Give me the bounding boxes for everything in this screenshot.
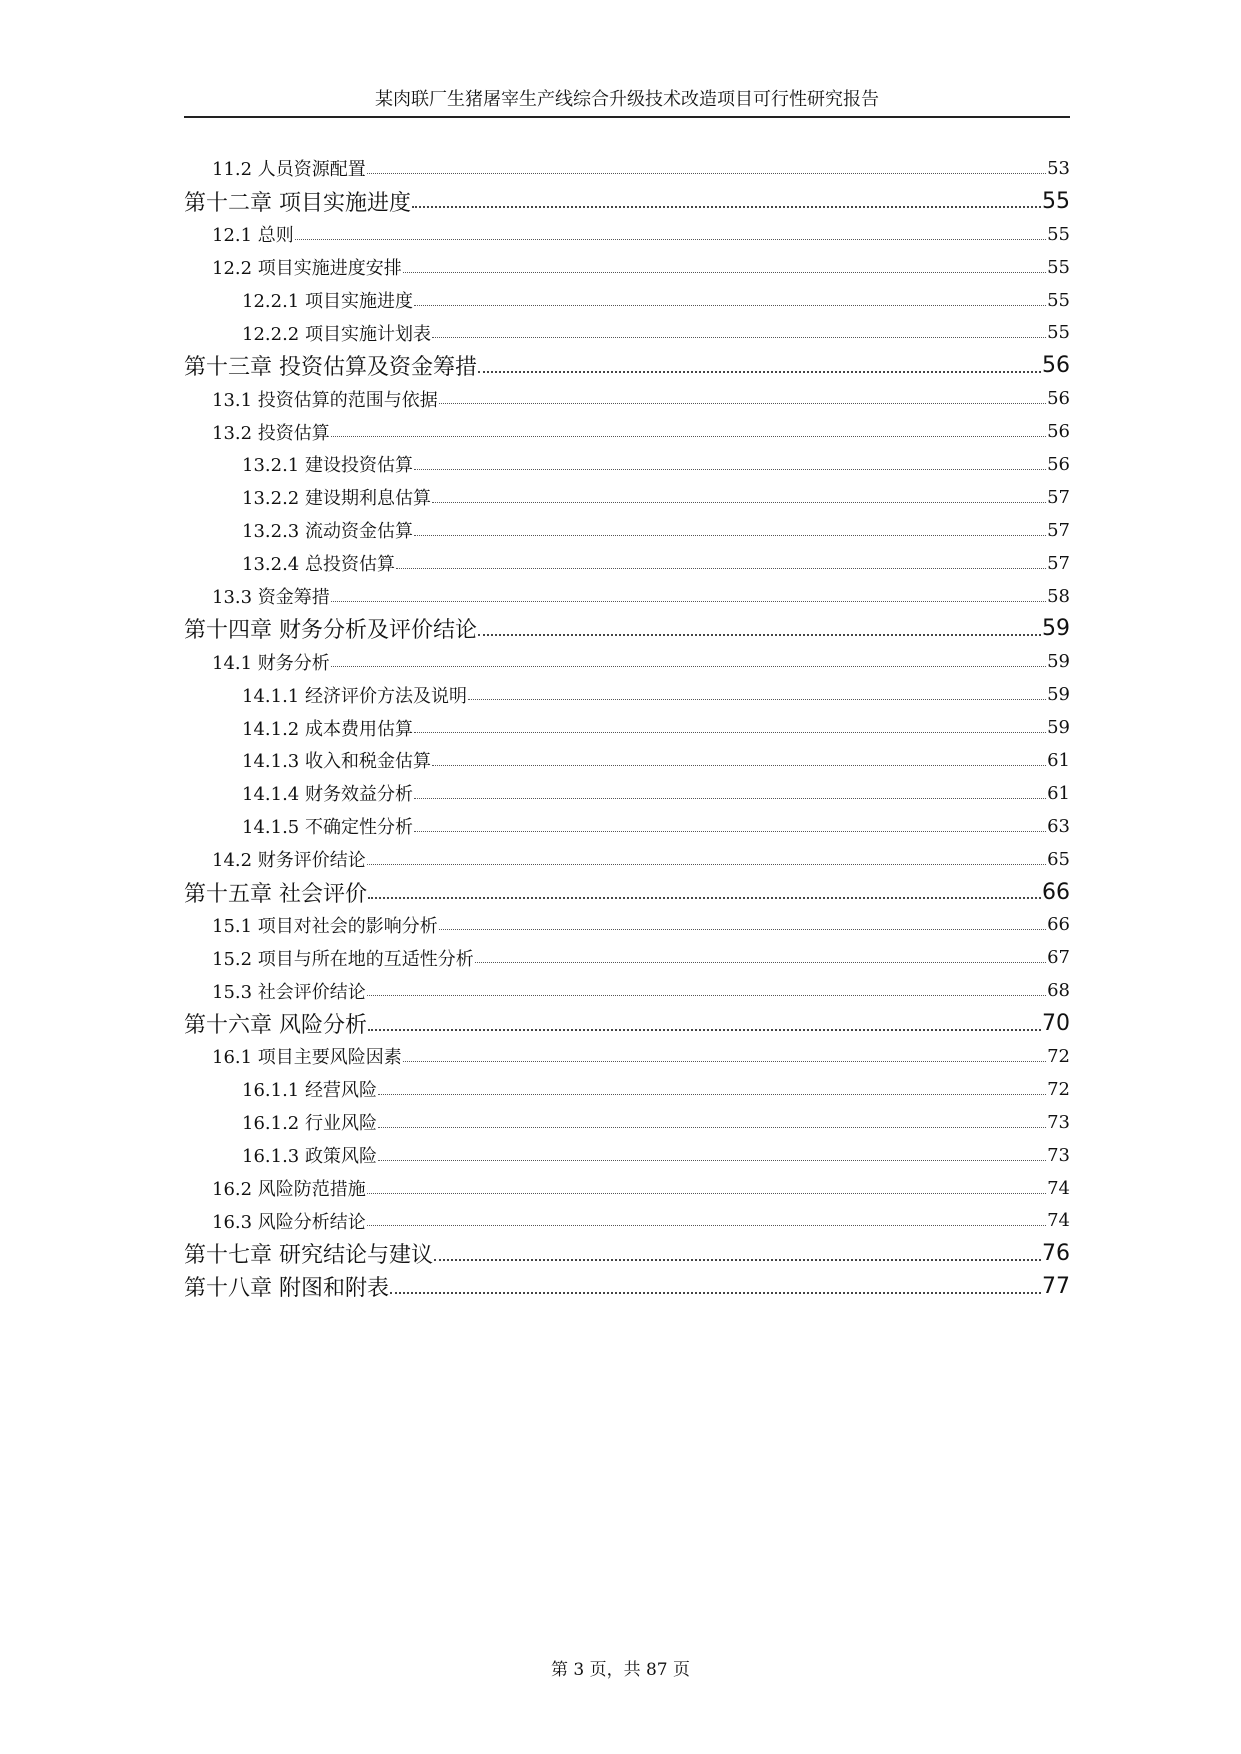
toc-entry-title: 13.2.4 总投资估算 xyxy=(242,554,395,576)
toc-dot-leader xyxy=(434,1259,1041,1261)
toc-page-number: 55 xyxy=(1047,289,1070,311)
toc-dot-leader xyxy=(414,831,1046,832)
page-number-label: 第 3 页，共 87 页 xyxy=(550,1660,691,1680)
toc-entry-title: 16.1 项目主要风险因素 xyxy=(212,1047,402,1069)
toc-entry-title: 16.1.2 行业风险 xyxy=(242,1113,377,1135)
toc-page-number: 63 xyxy=(1047,815,1070,837)
toc-page-number: 61 xyxy=(1047,749,1070,771)
toc-entry[interactable] xyxy=(184,580,1070,613)
toc-page-number: 55 xyxy=(1047,223,1070,245)
toc-dot-leader xyxy=(331,436,1046,437)
toc-dot-leader xyxy=(331,601,1046,602)
toc-page-number: 74 xyxy=(1047,1210,1070,1232)
toc-entry-title: 16.3 风险分析结论 xyxy=(212,1211,366,1233)
toc-entry-title: 14.1 财务分析 xyxy=(212,652,330,674)
toc-entry-title: 16.1.1 经营风险 xyxy=(242,1080,377,1102)
toc-entry-title: 第十二章 项目实施进度 xyxy=(184,190,411,216)
toc-entry[interactable] xyxy=(184,349,1070,382)
toc-entry[interactable] xyxy=(184,1040,1070,1073)
toc-entry-title: 12.2 项目实施进度安排 xyxy=(212,258,402,280)
toc-page-number: 56 xyxy=(1042,353,1070,379)
toc-entry[interactable] xyxy=(184,547,1070,580)
toc-page-number: 55 xyxy=(1047,322,1070,344)
toc-entry[interactable] xyxy=(184,185,1070,218)
toc-page-number: 74 xyxy=(1047,1177,1070,1199)
toc-entry[interactable] xyxy=(184,514,1070,547)
toc-page-number: 56 xyxy=(1047,421,1070,443)
toc-entry[interactable] xyxy=(184,382,1070,415)
toc-page-number: 59 xyxy=(1047,717,1070,739)
toc-entry-title: 11.2 人员资源配置 xyxy=(212,159,366,181)
toc-dot-leader xyxy=(367,864,1046,865)
toc-dot-leader xyxy=(368,1029,1041,1031)
toc-entry[interactable] xyxy=(184,1073,1070,1106)
toc-entry-title: 12.2.1 项目实施进度 xyxy=(242,291,413,312)
toc-entry[interactable] xyxy=(184,612,1070,645)
toc-dot-leader xyxy=(478,634,1041,636)
toc-dot-leader xyxy=(378,1127,1046,1128)
toc-page-number: 68 xyxy=(1047,980,1070,1002)
toc-entry-title: 13.2 投资估算 xyxy=(212,422,330,444)
toc-entry[interactable] xyxy=(184,678,1070,711)
toc-dot-leader xyxy=(367,995,1046,996)
toc-page-number: 56 xyxy=(1047,453,1070,475)
toc-entry-title: 14.1.1 经济评价方法及说明 xyxy=(242,685,467,707)
toc-page-number: 67 xyxy=(1047,947,1070,969)
toc-page-number: 76 xyxy=(1042,1241,1070,1267)
toc-entry[interactable] xyxy=(184,810,1070,843)
toc-entry-title: 14.1.3 收入和税金估算 xyxy=(242,751,431,773)
toc-dot-leader xyxy=(414,798,1046,799)
toc-page-number: 56 xyxy=(1047,388,1070,410)
toc-entry[interactable] xyxy=(184,777,1070,810)
toc-dot-leader xyxy=(478,371,1041,373)
toc-page-number: 55 xyxy=(1042,188,1070,214)
toc-page-number: 72 xyxy=(1047,1045,1070,1067)
toc-entry[interactable] xyxy=(184,448,1070,481)
toc-dot-leader xyxy=(368,897,1041,899)
toc-page-number: 57 xyxy=(1047,519,1070,541)
toc-entry[interactable] xyxy=(184,843,1070,876)
toc-entry-title: 16.1.3 政策风险 xyxy=(242,1146,377,1168)
toc-page-number: 66 xyxy=(1042,879,1070,905)
toc-page-number: 59 xyxy=(1047,684,1070,706)
toc-entry-title: 第十三章 投资估算及资金筹措 xyxy=(184,355,477,381)
toc-page-number: 55 xyxy=(1047,256,1070,278)
toc-dot-leader xyxy=(378,1160,1046,1161)
toc-entry[interactable] xyxy=(184,1270,1070,1303)
toc-page-number: 58 xyxy=(1047,585,1070,607)
toc-entry-title: 12.1 总则 xyxy=(212,225,294,247)
toc-dot-leader xyxy=(432,765,1046,766)
toc-dot-leader xyxy=(367,1225,1046,1226)
toc-entry-title: 14.1.2 成本费用估算 xyxy=(242,718,413,740)
toc-dot-leader xyxy=(414,469,1046,470)
toc-page-number: 53 xyxy=(1047,157,1070,179)
toc-entry[interactable] xyxy=(184,711,1070,744)
toc-entry-title: 第十六章 风险分析 xyxy=(184,1013,367,1039)
toc-entry-title: 13.1 投资估算的范围与依据 xyxy=(212,389,438,411)
toc-entry-title: 13.2.3 流动资金估算 xyxy=(242,521,413,543)
toc-entry[interactable] xyxy=(184,974,1070,1007)
toc-page-number: 61 xyxy=(1047,782,1070,804)
toc-entry-title: 第十四章 财务分析及评价结论 xyxy=(184,618,477,644)
toc-dot-leader xyxy=(414,732,1046,733)
toc-entry[interactable] xyxy=(184,908,1070,941)
toc-entry[interactable] xyxy=(184,415,1070,448)
toc-entry[interactable] xyxy=(184,1237,1070,1270)
toc-entry[interactable] xyxy=(184,1172,1070,1205)
running-header xyxy=(184,84,1070,118)
toc-entry-title: 第十七章 研究结论与建议 xyxy=(184,1243,433,1269)
toc-entry[interactable] xyxy=(184,316,1070,349)
toc-page-number: 57 xyxy=(1047,486,1070,508)
toc-dot-leader xyxy=(390,1292,1041,1294)
toc-dot-leader xyxy=(432,337,1046,338)
toc-entry-title: 13.2.2 建设期利息估算 xyxy=(242,488,431,510)
toc-entry-title: 12.2.2 项目实施计划表 xyxy=(242,323,431,345)
toc-entry-title: 第十八章 附图和附表 xyxy=(184,1276,389,1302)
toc-entry[interactable] xyxy=(184,1007,1070,1040)
toc-page-number: 73 xyxy=(1047,1144,1070,1166)
toc-entry[interactable] xyxy=(184,251,1070,284)
toc-entry-title: 13.3 资金筹措 xyxy=(212,587,330,609)
toc-dot-leader xyxy=(396,568,1046,569)
toc-entry[interactable] xyxy=(184,284,1070,317)
toc-entry-title: 14.2 财务评价结论 xyxy=(212,850,366,872)
toc-page-number: 77 xyxy=(1042,1274,1070,1300)
toc-dot-leader xyxy=(432,502,1046,503)
toc-dot-leader xyxy=(403,272,1046,273)
toc-dot-leader xyxy=(439,403,1046,404)
toc-entry[interactable] xyxy=(184,941,1070,974)
toc-entry-title: 16.2 风险防范措施 xyxy=(212,1179,366,1201)
toc-dot-leader xyxy=(414,305,1046,306)
table-of-contents xyxy=(184,152,1070,1303)
toc-entry-title: 13.2.1 建设投资估算 xyxy=(242,455,413,477)
toc-page-number: 66 xyxy=(1047,914,1070,936)
toc-page-number: 70 xyxy=(1042,1011,1070,1037)
toc-entry[interactable] xyxy=(184,645,1070,678)
toc-entry-title: 14.1.4 财务效益分析 xyxy=(242,784,413,806)
toc-page-number: 73 xyxy=(1047,1111,1070,1133)
toc-entry[interactable] xyxy=(184,744,1070,777)
toc-dot-leader xyxy=(475,962,1046,963)
toc-entry[interactable] xyxy=(184,1106,1070,1139)
toc-page-number: 59 xyxy=(1047,651,1070,673)
toc-entry[interactable] xyxy=(184,481,1070,514)
page-footer xyxy=(0,1655,1241,1680)
toc-entry-title: 15.3 社会评价结论 xyxy=(212,981,366,1003)
toc-dot-leader xyxy=(295,239,1046,240)
toc-entry[interactable] xyxy=(184,1139,1070,1172)
toc-dot-leader xyxy=(439,929,1046,930)
toc-dot-leader xyxy=(331,666,1046,667)
toc-dot-leader xyxy=(403,1061,1046,1062)
toc-entry-title: 14.1.5 不确定性分析 xyxy=(242,817,413,839)
toc-entry[interactable] xyxy=(184,876,1070,909)
toc-dot-leader xyxy=(414,535,1046,536)
toc-dot-leader xyxy=(412,206,1041,208)
toc-entry-title: 第十五章 社会评价 xyxy=(184,881,367,907)
toc-dot-leader xyxy=(378,1094,1046,1095)
toc-page-number: 57 xyxy=(1047,552,1070,574)
toc-entry[interactable] xyxy=(184,1205,1070,1238)
toc-entry-title: 15.1 项目对社会的影响分析 xyxy=(212,915,438,937)
toc-dot-leader xyxy=(468,699,1046,700)
toc-entry[interactable] xyxy=(184,218,1070,251)
toc-dot-leader xyxy=(367,1193,1046,1194)
toc-dot-leader xyxy=(367,173,1046,174)
running-header-title: 某肉联厂生猪屠宰生产线综合升级技术改造项目可行性研究报告 xyxy=(375,89,879,110)
toc-page-number: 72 xyxy=(1047,1078,1070,1100)
toc-page-number: 65 xyxy=(1047,848,1070,870)
toc-entry[interactable] xyxy=(184,152,1070,185)
toc-page-number: 59 xyxy=(1042,616,1070,642)
toc-entry-title: 15.2 项目与所在地的互适性分析 xyxy=(212,948,474,970)
